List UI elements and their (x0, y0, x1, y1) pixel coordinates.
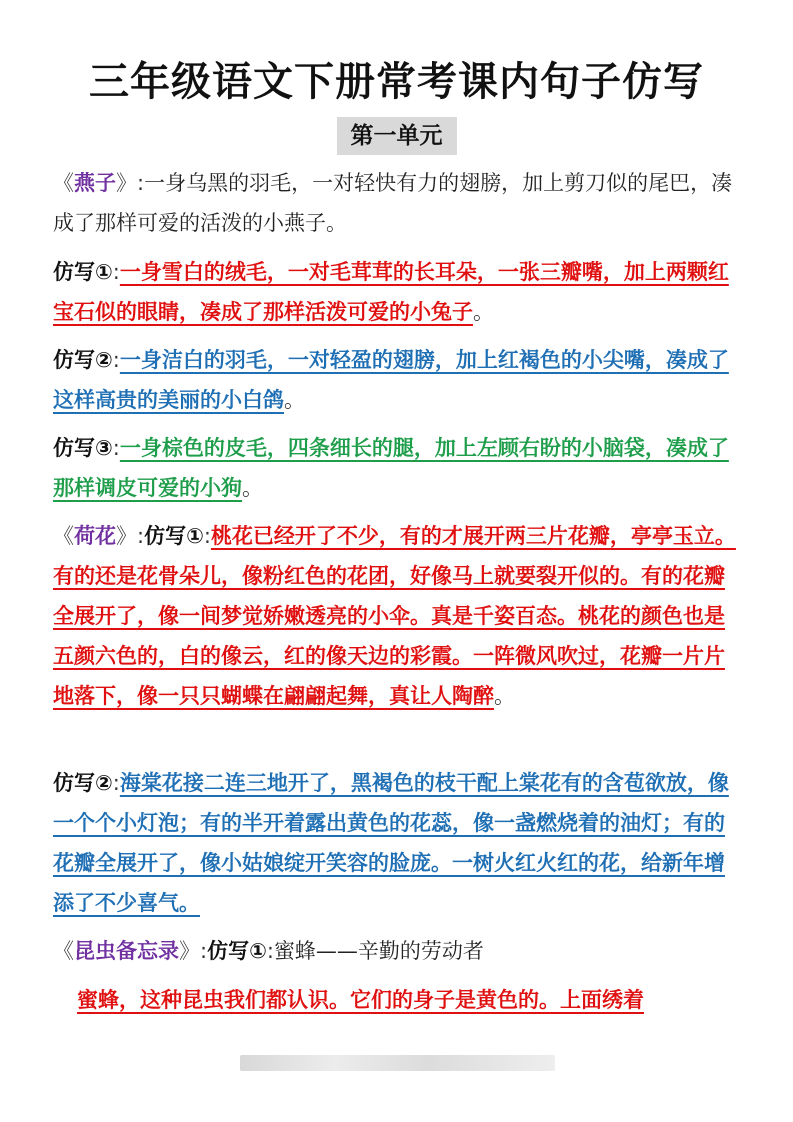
imitation-label: 仿写① (53, 260, 113, 284)
colon: : (112, 260, 120, 284)
colon: : (203, 524, 211, 548)
lesson-open-bracket: 《 (53, 939, 74, 963)
sentence-end: 。 (242, 476, 263, 500)
colon: : (200, 939, 208, 963)
imitation-text: 一身雪白的绒毛，一对毛茸茸的长耳朵，一张三瓣嘴，加上两颗红宝石似的眼睛，凑成了那样活泼可爱的小兔子 (53, 260, 729, 324)
kunchong-heading (53, 931, 743, 971)
colon: : (112, 436, 120, 460)
unit-heading: 第一单元 (337, 117, 457, 155)
hehua-imitation-1 (53, 516, 743, 716)
yanzi-imitation-1 (53, 252, 743, 332)
blurred-footer (240, 1055, 555, 1071)
colon: : (112, 771, 120, 795)
unit-heading-wrap (0, 117, 793, 155)
colon: : (266, 939, 274, 963)
colon: : (137, 171, 145, 195)
imitation-subtitle: 蜜蜂——辛勤的劳动者 (273, 939, 484, 963)
imitation-text: 桃花已经开了不少，有的才展开两三片花瓣，亭亭玉立。有的还是花骨朵儿，像粉红色的花团，好像马上就要裂开似的。有的花瓣全展开了，像一间梦觉娇嫩透亮的小伞。真是千姿百态。桃花的颜色也是五颜六色的，白的像云，红的像天边的彩霞。一阵微风吹过，花瓣一片片地落下，像一只只蝴蝶在翩翩起舞，真让人陶醉 (53, 524, 736, 708)
imitation-label: 仿写① (207, 939, 267, 963)
imitation-text: 一身棕色的皮毛，四条细长的腿，加上左顾右盼的小脑袋，凑成了那样调皮可爱的小狗 (53, 436, 729, 500)
lesson-open-bracket: 《 (53, 524, 74, 548)
imitation-text: 蜜蜂，这种昆虫我们都认识。它们的身子是黄色的。上面绣着 (77, 988, 644, 1012)
lesson-title-yanzi: 燕子 (74, 171, 116, 195)
hehua-imitation-2 (53, 763, 743, 923)
lesson-title-hehua: 荷花 (74, 524, 116, 548)
sentence-end: 。 (473, 300, 494, 324)
yanzi-imitation-2 (53, 340, 743, 420)
lesson-close-bracket: 》 (116, 171, 137, 195)
lesson-close-bracket: 》 (179, 939, 200, 963)
imitation-text: 海棠花接二连三地开了，黑褐色的枝干配上棠花有的含苞欲放，像一个个小灯泡；有的半开着露出黄色的花蕊，像一盏燃烧着的油灯；有的花瓣全展开了，像小姑娘绽开笑容的脸庞。一树火红火红的花，给新年增添了不少喜气。 (53, 771, 729, 915)
lesson-open-bracket: 《 (53, 171, 74, 195)
imitation-label: 仿写③ (53, 436, 113, 460)
colon: : (112, 348, 120, 372)
imitation-label: 仿写① (144, 524, 204, 548)
sentence-end: 。 (284, 388, 305, 412)
yanzi-imitation-3 (53, 428, 743, 508)
imitation-label: 仿写② (53, 348, 113, 372)
page-title: 三年级语文下册常考课内句子仿写 (89, 59, 704, 105)
sentence-end: 。 (494, 684, 515, 708)
imitation-label: 仿写② (53, 771, 113, 795)
original-sentence: 一身乌黑的羽毛，一对轻快有力的翅膀，加上剪刀似的尾巴，凑成了那样可爱的活泼的小燕子。 (53, 171, 733, 235)
kunchong-imitation-1 (53, 980, 743, 1020)
colon: : (137, 524, 145, 548)
lesson-close-bracket: 》 (116, 524, 137, 548)
lesson-title-kunchong: 昆虫备忘录 (74, 939, 179, 963)
imitation-text: 一身洁白的羽毛，一对轻盈的翅膀，加上红褐色的小尖嘴，凑成了这样高贵的美丽的小白鸽 (53, 348, 729, 412)
yanzi-original (53, 163, 743, 243)
